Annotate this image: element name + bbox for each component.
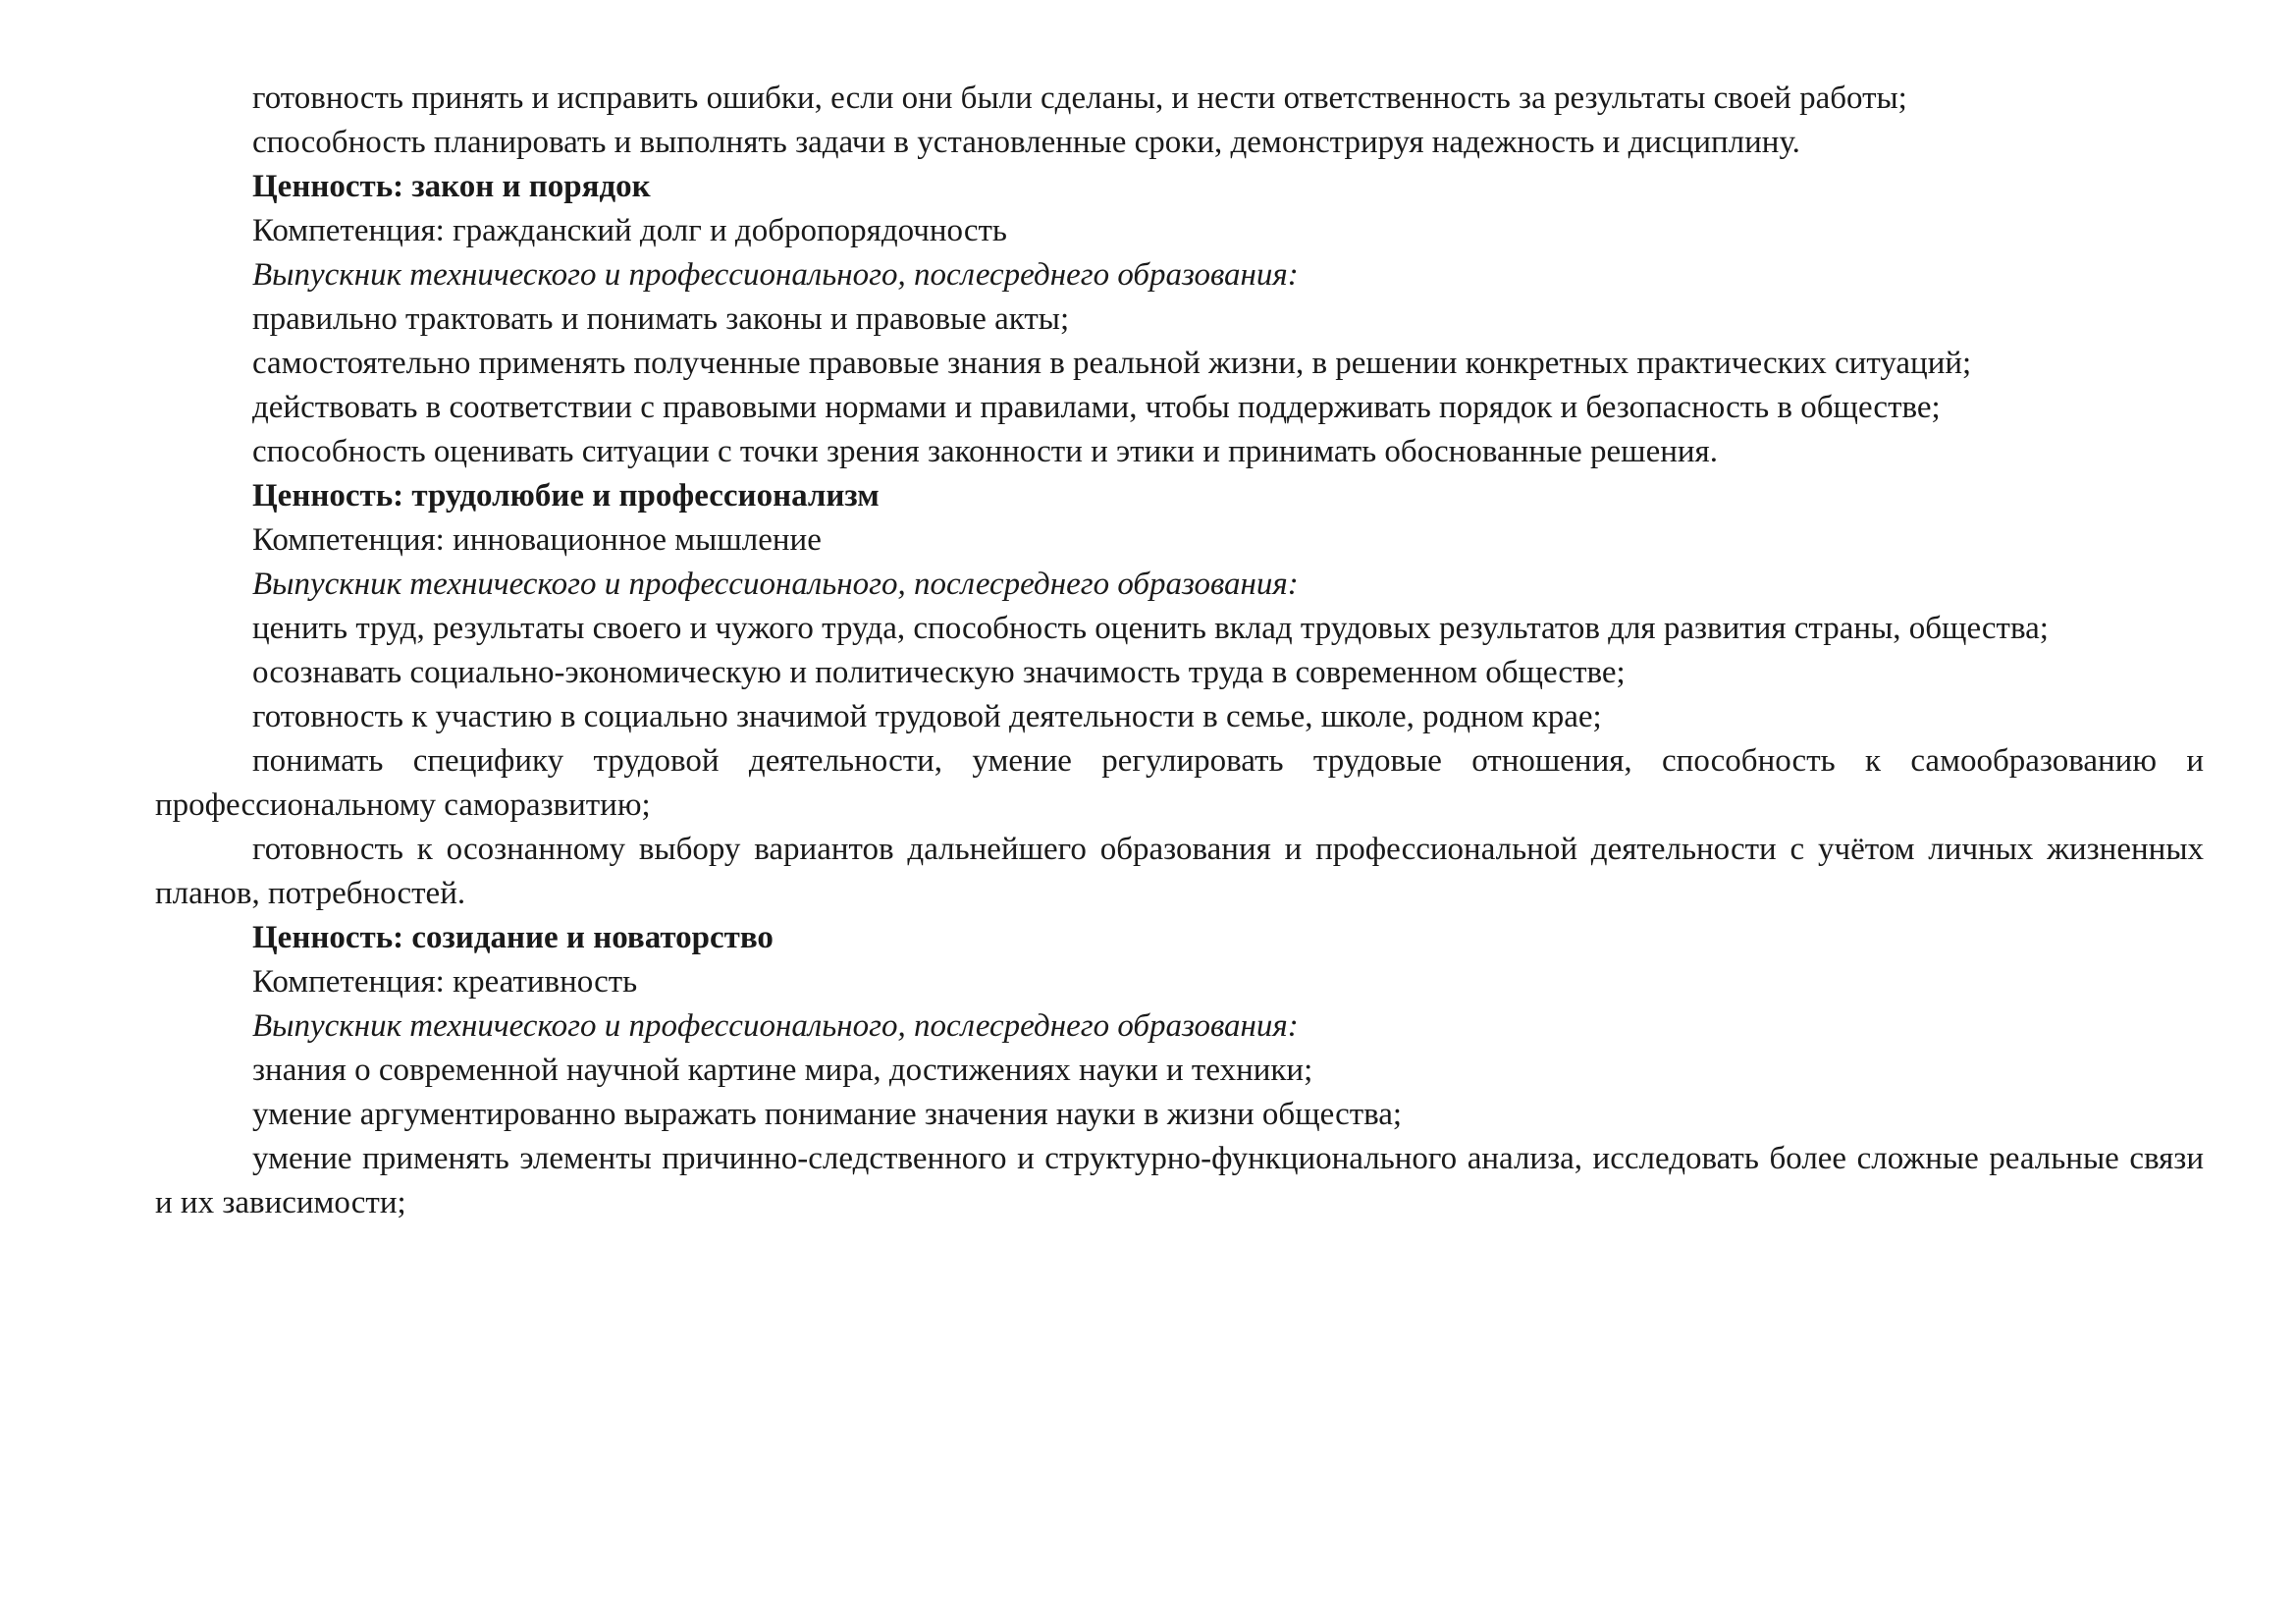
list-item: правильно трактовать и понимать законы и правовые акты; <box>252 301 1070 337</box>
list-item: умение аргументированно выражать понимание значения науки в жизни общества; <box>252 1097 1403 1132</box>
list-item: способность планировать и выполнять задачи в установленные сроки, демонстрируя надежность и дисциплину. <box>252 125 1800 160</box>
list-item: ценить труд, результаты своего и чужого труда, способность оценить вклад трудовых результатов для развития страны, общества; <box>252 611 2049 646</box>
value-heading: Ценность: созидание и новаторство <box>252 920 774 955</box>
value-heading: Ценность: трудолюбие и профессионализм <box>252 478 880 514</box>
list-item: умение применять элементы причинно-следственного и структурно-функционального анализа, исследовать более сложные реальные связи и их зависимости; <box>155 1141 2204 1220</box>
list-item: действовать в соответствии с правовыми нормами и правилами, чтобы поддерживать порядок и безопасность в обществе; <box>252 390 1941 425</box>
graduate-line: Выпускник технического и профессионального, послесреднего образования: <box>252 567 1299 602</box>
list-item: готовность к участию в социально значимой трудовой деятельности в семье, школе, родном крае; <box>252 699 1602 734</box>
competence-line: Компетенция: инновационное мышление <box>252 522 822 558</box>
graduate-line: Выпускник технического и профессионального, послесреднего образования: <box>252 257 1299 293</box>
list-item: осознавать социально-экономическую и политическую значимость труда в современном обществе; <box>252 655 1626 690</box>
value-heading: Ценность: закон и порядок <box>252 169 651 204</box>
document-page <box>155 77 2204 1225</box>
graduate-line: Выпускник технического и профессионального, послесреднего образования: <box>252 1008 1299 1044</box>
list-item: самостоятельно применять полученные правовые знания в реальной жизни, в решении конкретных практических ситуаций; <box>252 346 1972 381</box>
list-item: понимать специфику трудовой деятельности, умение регулировать трудовые отношения, способность к самообразованию и профессиональному саморазвитию; <box>155 743 2204 823</box>
list-item: готовность к осознанному выбору вариантов дальнейшего образования и профессиональной деятельности с учётом личных жизненных планов, потребностей. <box>155 832 2204 911</box>
competence-line: Компетенция: гражданский долг и добропорядочность <box>252 213 1007 248</box>
list-item: готовность принять и исправить ошибки, если они были сделаны, и нести ответственность за результаты своей работы; <box>252 81 1907 116</box>
list-item: знания о современной научной картине мира, достижениях науки и техники; <box>252 1053 1313 1088</box>
list-item: способность оценивать ситуации с точки зрения законности и этики и принимать обоснованные решения. <box>252 434 1718 469</box>
competence-line: Компетенция: креативность <box>252 964 638 1000</box>
